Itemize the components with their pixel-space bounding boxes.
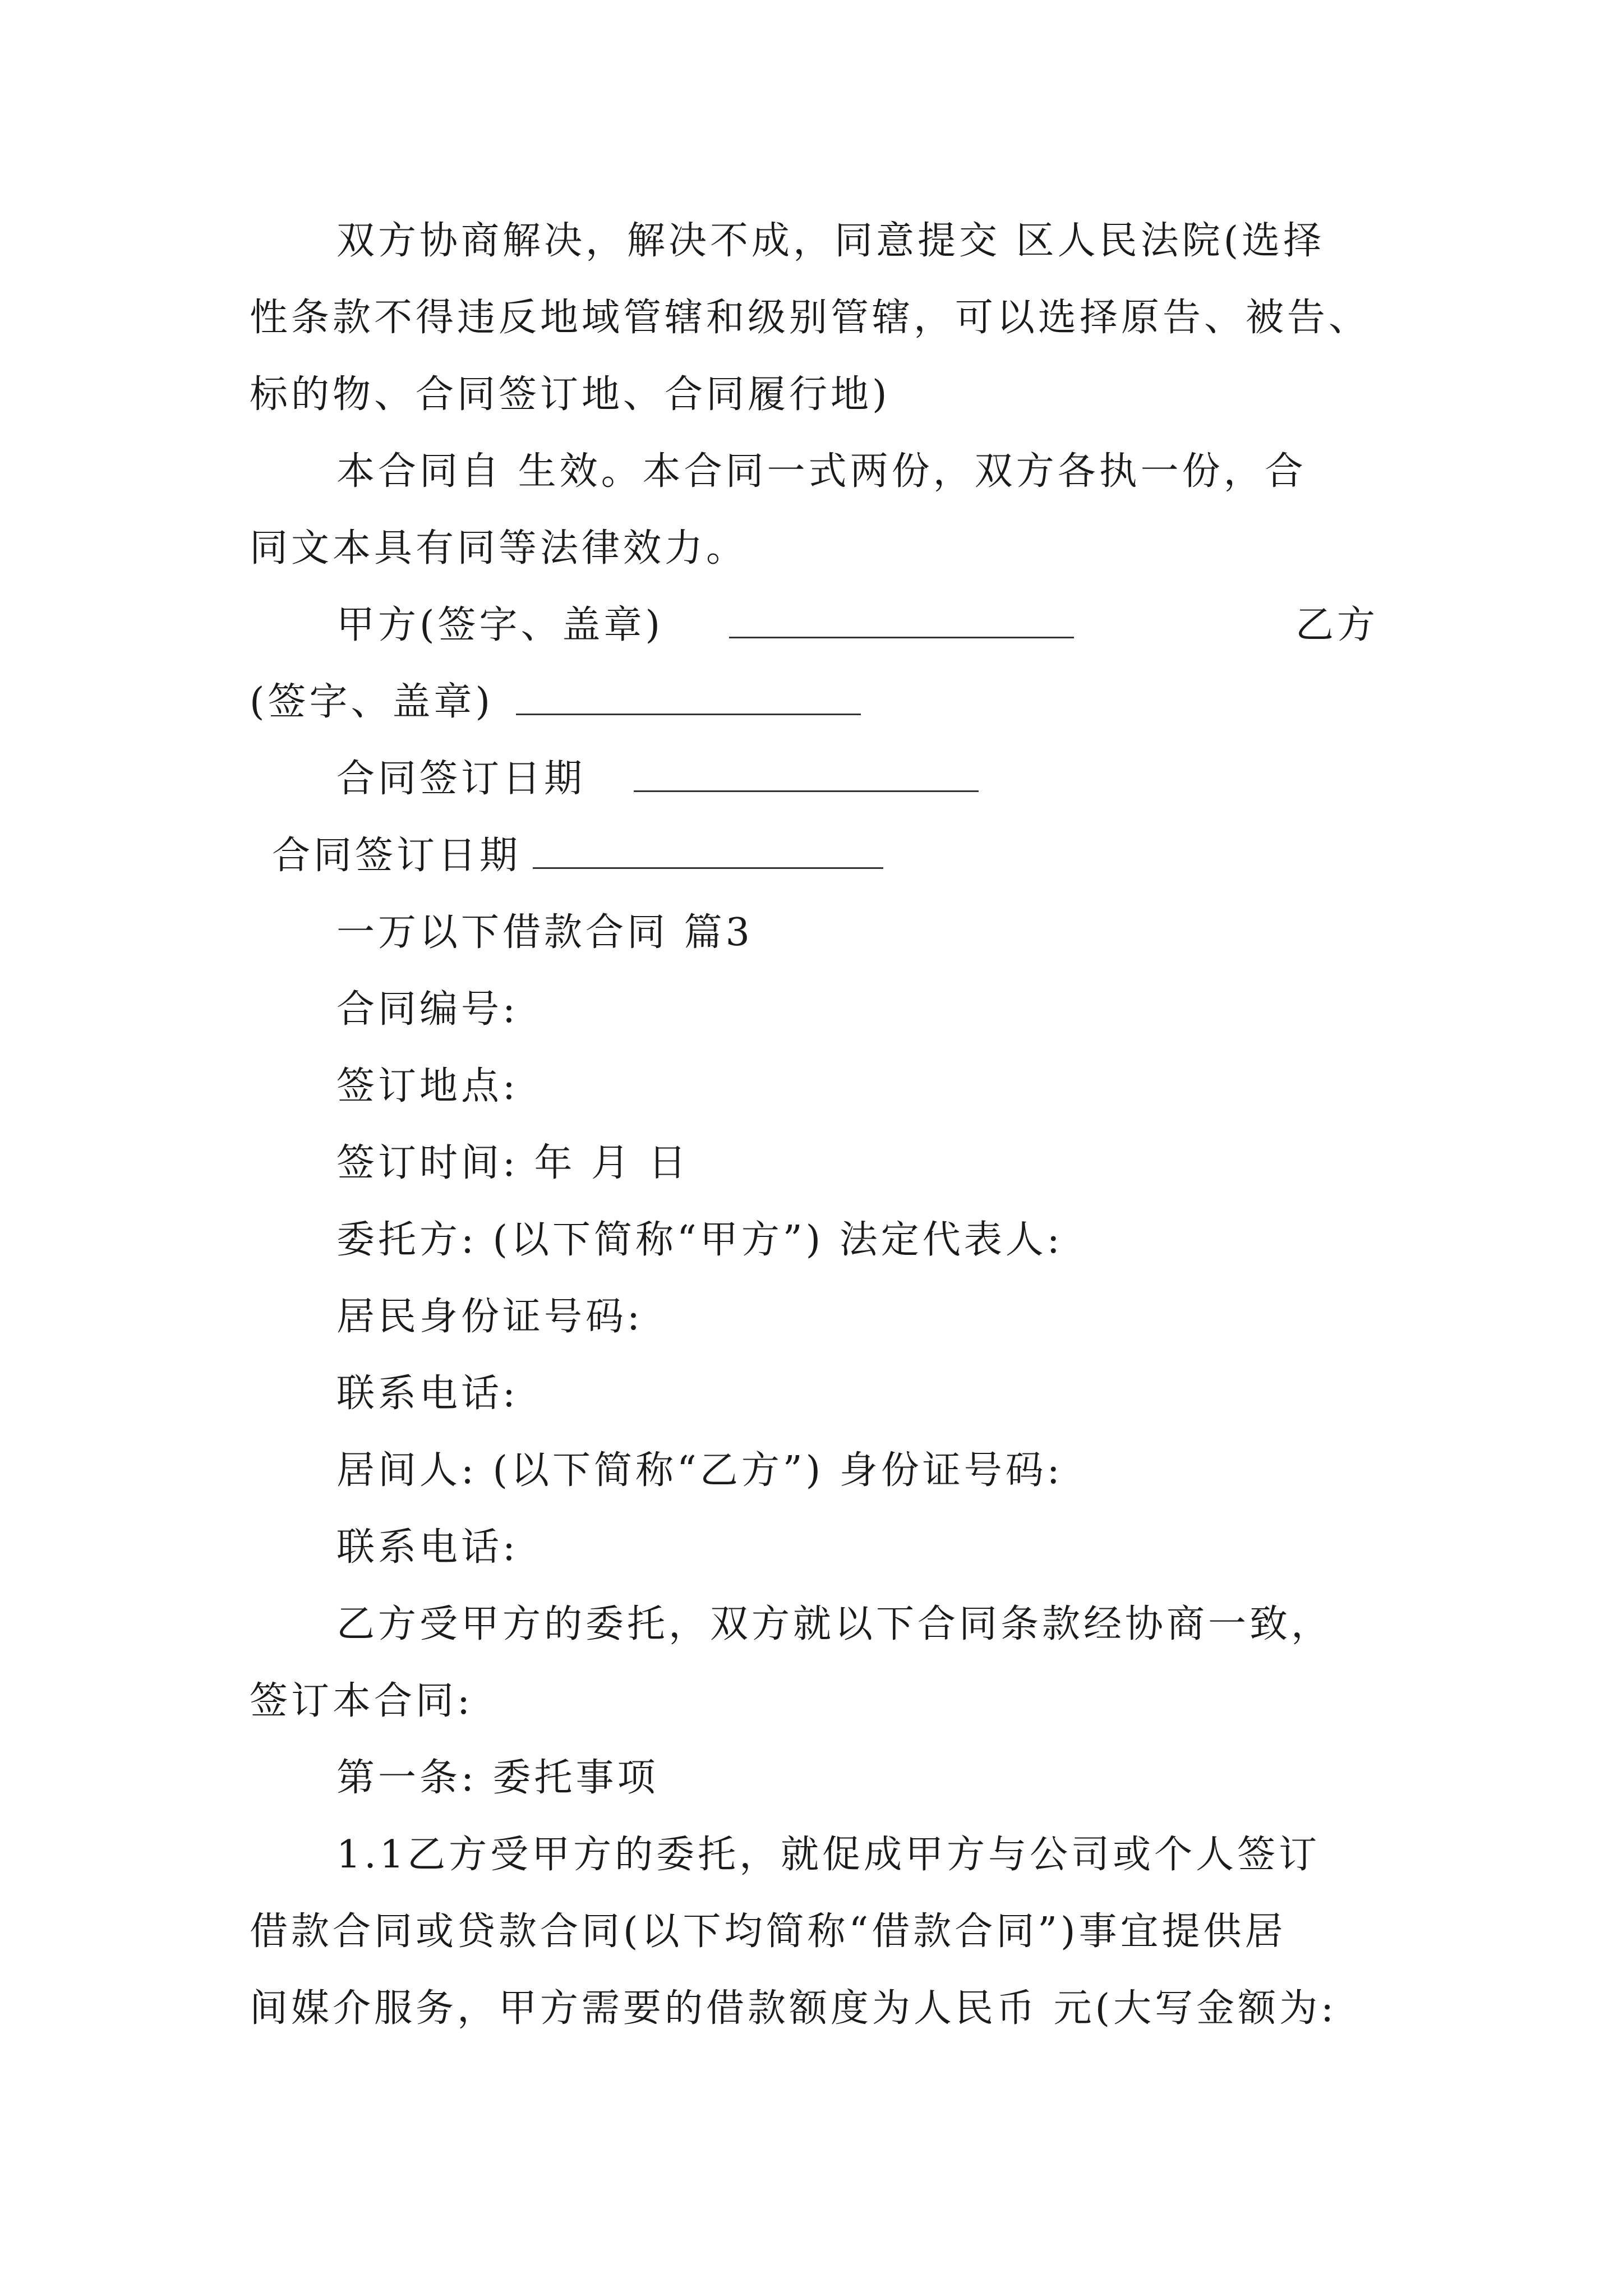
text-line: 合同编号: [336,987,519,1032]
text-line: 间媒介服务，甲方需要的借款额度为人民币 元(大写金额为: [250,1986,1338,2031]
article-heading: 第一条: 委托事项 [336,1756,659,1800]
party-b-signature-blank [516,680,861,715]
text-line: 签订时间: 年 月 日 [336,1141,690,1185]
signing-date-blank-a [634,757,979,792]
text-line: 本合同自 生效。本合同一式两份，双方各执一份，合 [336,449,1307,494]
signing-date-label-b: 合同签订日期 [272,834,522,878]
text-line: 乙方受甲方的委托，双方就以下合同条款经协商一致， [336,1602,1333,1646]
signing-date-blank-b [533,834,883,869]
text-line: 联系电话: [336,1525,519,1570]
text-line: 1.1乙方受甲方的委托，就促成甲方与公司或个人签订 [336,1833,1321,1877]
section-heading: 一万以下借款合同 篇3 [336,910,753,955]
party-b-signature-label: (签字、盖章) [250,680,494,724]
party-a-signature-label: 甲方(签字、盖章) [336,603,664,647]
text-line: 居间人: (以下简称“乙方”) 身份证号码: [336,1448,1063,1493]
text-line: 居民身份证号码: [336,1295,643,1339]
text-line: 联系电话: [336,1372,519,1416]
text-line: 借款合同或贷款合同(以下均简称“借款合同”)事宜提供居 [250,1910,1287,1954]
text-line: 同文本具有同等法律效力。 [250,526,748,570]
text-line: 委托方: (以下简称“甲方”) 法定代表人: [336,1218,1063,1262]
party-a-signature-blank [729,603,1074,638]
party-b-label: 乙方 [1295,603,1379,647]
text-line: 标的物、合同签订地、合同履行地) [250,372,891,417]
text-line: 签订本合同: [250,1679,473,1723]
text-line: 性条款不得违反地域管辖和级别管辖，可以选择原告、被告、 [250,296,1371,340]
signing-date-label-a: 合同签订日期 [336,757,586,801]
text-line: 签订地点: [336,1064,519,1108]
text-line: 双方协商解决，解决不成，同意提交 区人民法院(选择 [336,219,1325,263]
